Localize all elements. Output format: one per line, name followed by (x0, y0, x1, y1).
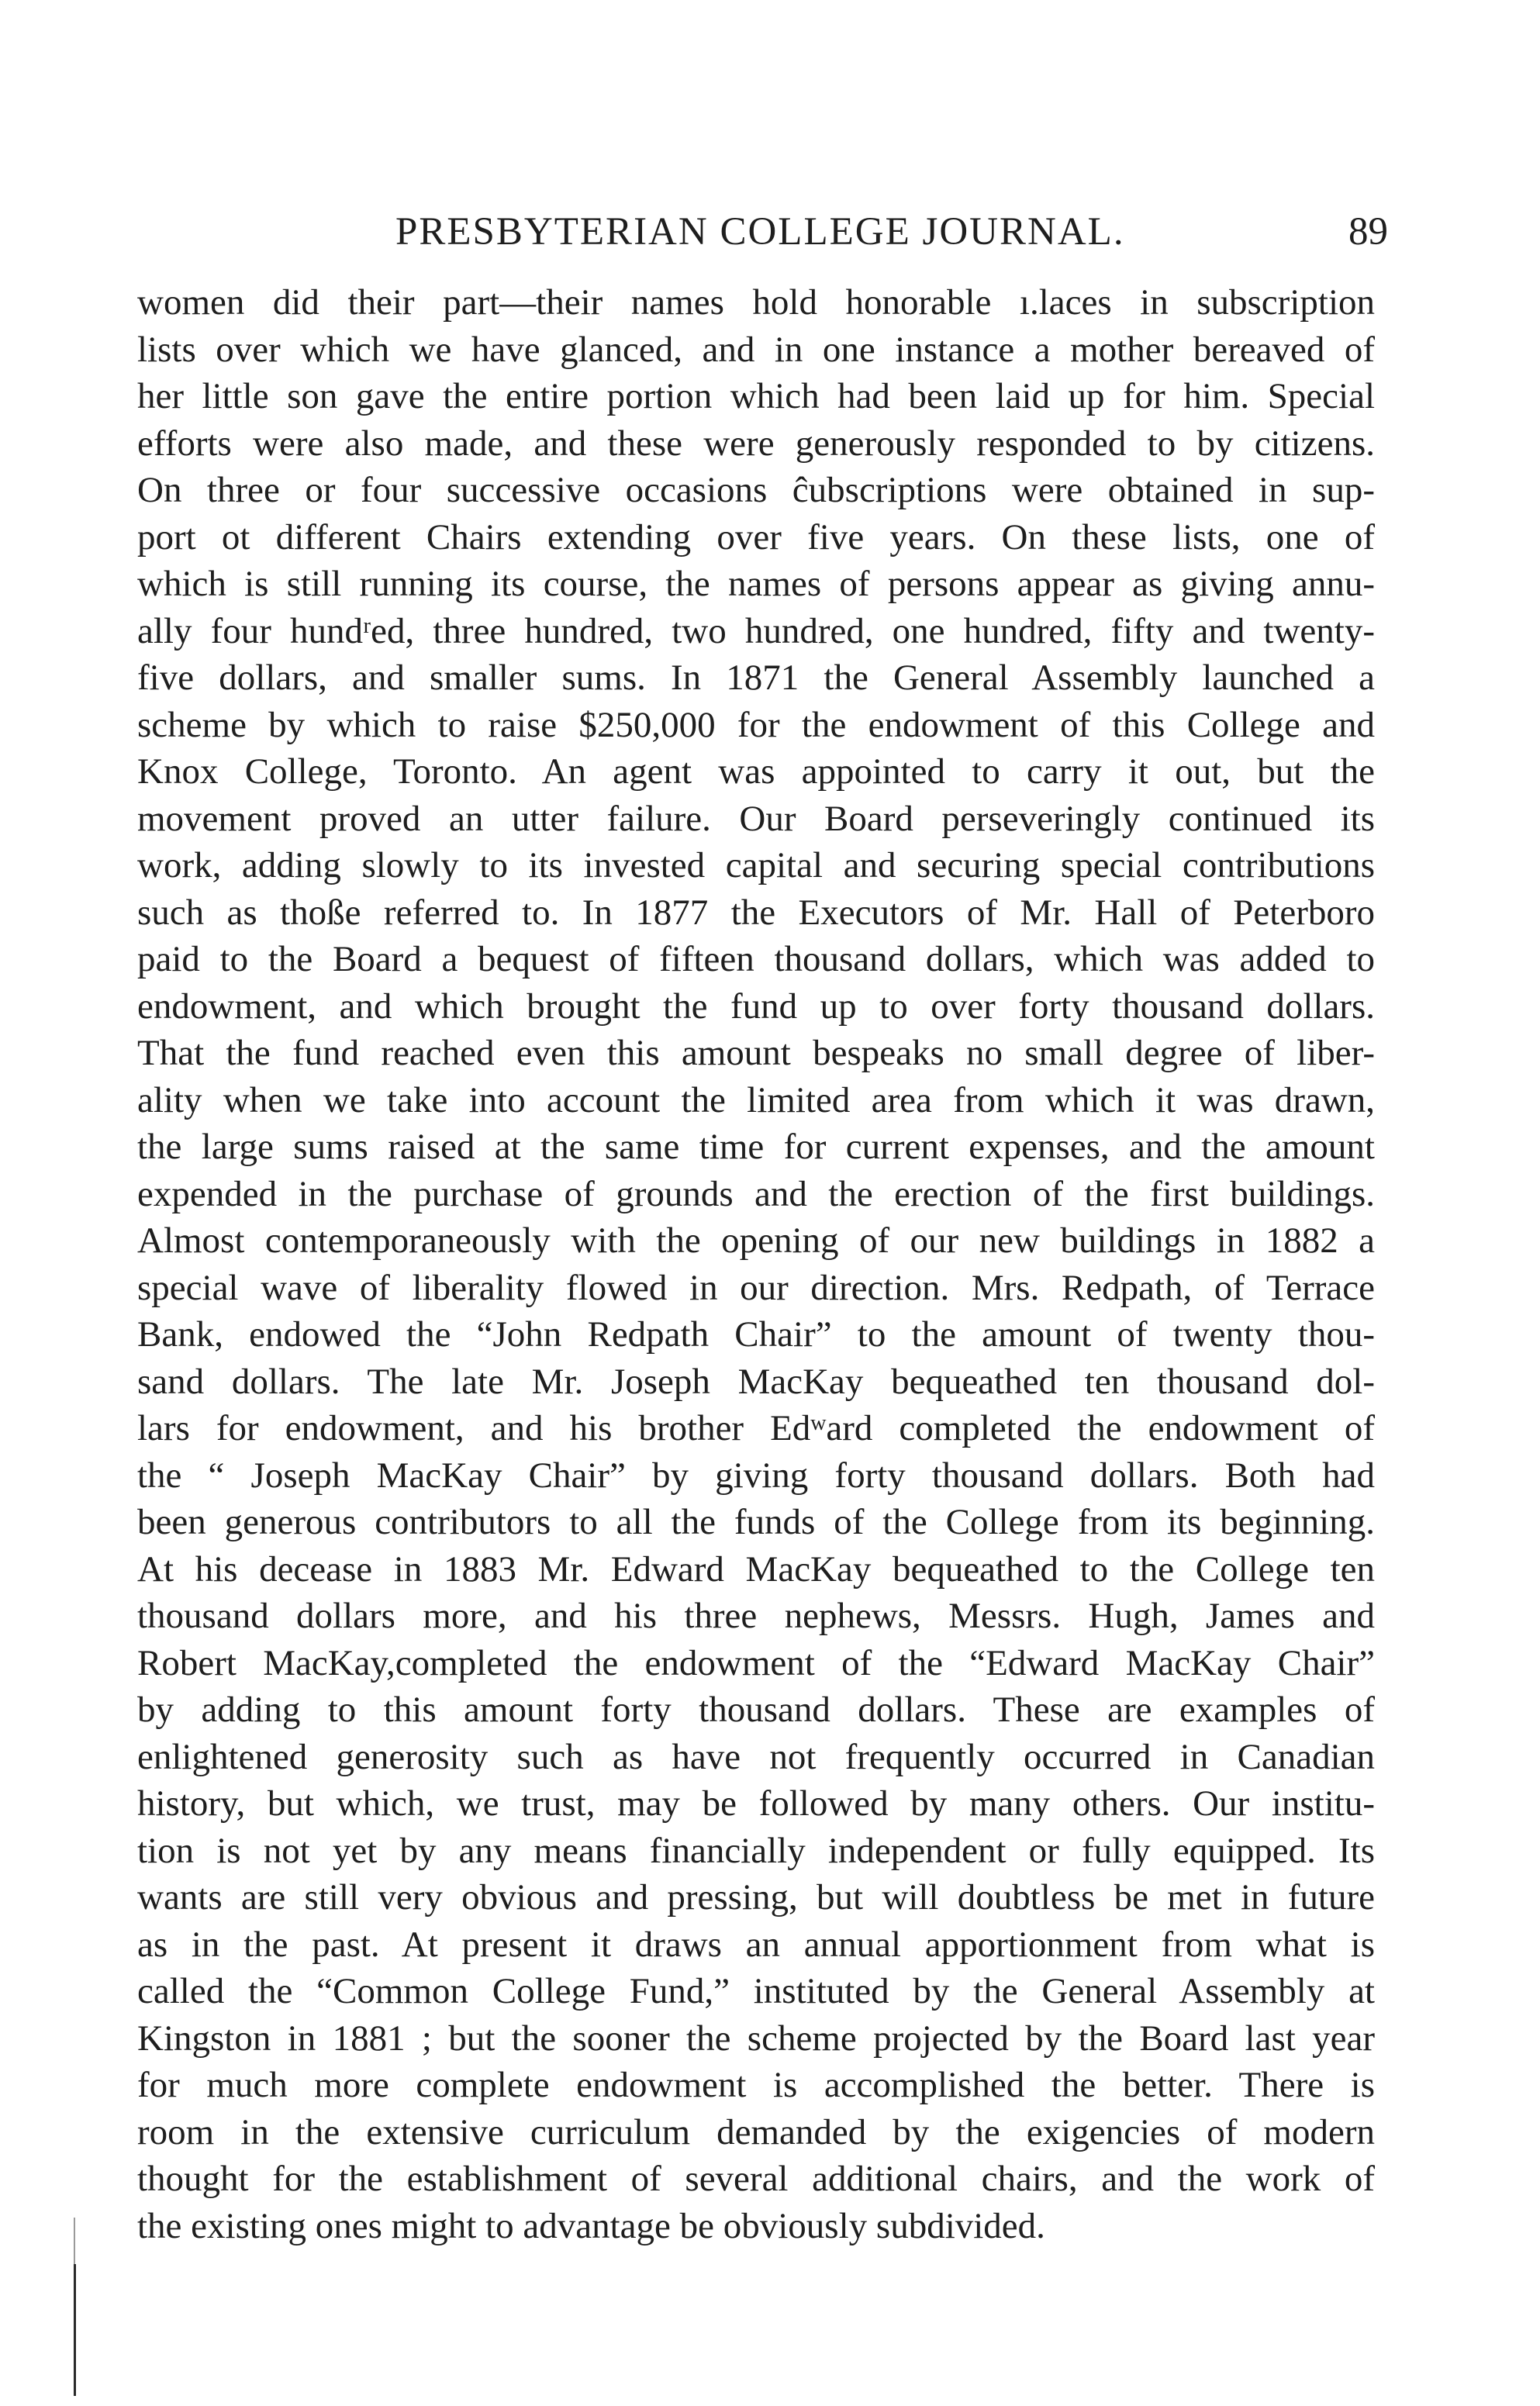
scan-margin-mark-faint (74, 2218, 75, 2264)
text-line: such as thoße referred to. In 1877 the Executors of Mr. Hall of Peterboro (137, 892, 1375, 933)
text-line: tion is not yet by any means financially independent or fully equipped. Its (137, 1830, 1375, 1871)
text-line: which is still running its course, the names of persons appear as giving annu- (137, 564, 1375, 604)
page-header (178, 209, 1388, 271)
text-line: endowment, and which brought the fund up to over forty thousand dollars. (137, 986, 1375, 1027)
text-line: At his decease in 1883 Mr. Edward MacKay bequeathed to the College ten (137, 1548, 1375, 1590)
text-line: wants are still very obvious and pressing, but will doubtless be met in future (137, 1877, 1375, 1918)
text-line: five dollars, and smaller sums. In 1871 the General Assembly launched a (137, 658, 1375, 698)
text-line: lars for endowment, and his brother Edʷard completed the endowment of (137, 1408, 1375, 1448)
text-line: scheme by which to raise $250,000 for the endowment of this College and (137, 704, 1375, 745)
text-line-last: the existing ones might to advantage be obviously subdivided. (137, 2205, 1045, 2246)
text-line: called the “Common College Fund,” instituted by the General Assembly at (137, 1971, 1375, 2011)
text-line: Robert MacKay,completed the endowment of the “Edward MacKay Chair” (137, 1642, 1375, 1683)
text-line: thought for the establishment of several additional chairs, and the work of (137, 2159, 1375, 2199)
text-line: Knox College, Toronto. An agent was appointed to carry it out, but the (137, 751, 1375, 792)
text-line: history, but which, we trust, may be followed by many others. Our institu- (137, 1783, 1375, 1824)
text-line: work, adding slowly to its invested capital and securing special contributions (137, 845, 1375, 885)
text-line: special wave of liberality flowed in our direction. Mrs. Redpath, of Terrace (137, 1267, 1375, 1308)
text-line: expended in the purchase of grounds and the erection of the first buildings. (137, 1173, 1375, 1214)
text-line: ally four hundʳed, three hundred, two hundred, one hundred, fifty and twenty- (137, 610, 1375, 651)
text-line: enlightened generosity such as have not frequently occurred in Canadian (137, 1736, 1375, 1777)
text-line: movement proved an utter failure. Our Board perseveringly continued its (137, 798, 1375, 839)
page-number: 89 (1348, 210, 1388, 254)
text-line: Kingston in 1881 ; but the sooner the scheme projected by the Board last year (137, 2018, 1375, 2059)
text-line: as in the past. At present it draws an annual apportionment from what is (137, 1924, 1375, 1965)
text-line: room in the extensive curriculum demanded by the exigencies of modern (137, 2111, 1375, 2152)
text-line: thousand dollars more, and his three nephews, Messrs. Hugh, James and (137, 1596, 1375, 1636)
text-line: That the fund reached even this amount bespeaks no small degree of liber- (137, 1033, 1375, 1073)
text-line: paid to the Board a bequest of fifteen thousand dollars, which was added to (137, 939, 1375, 979)
text-line: her little son gave the entire portion which had been laid up for him. Special (137, 376, 1375, 416)
text-line: the “ Joseph MacKay Chair” by giving forty thousand dollars. Both had (137, 1455, 1375, 1496)
text-line: Almost contemporaneously with the opening of our new buildings in 1882 a (137, 1220, 1375, 1261)
text-line: by adding to this amount forty thousand dollars. These are examples of (137, 1690, 1375, 1730)
text-line: efforts were also made, and these were generously responded to by citizens. (137, 423, 1375, 464)
text-line: for much more complete endowment is accomplished the better. There is (137, 2065, 1375, 2105)
text-line: been generous contributors to all the funds of the College from its beginning. (137, 1502, 1375, 1542)
text-line: lists over which we have glanced, and in one instance a mother bereaved of (137, 329, 1375, 370)
text-line: ality when we take into account the limited area from which it was drawn, (137, 1079, 1375, 1120)
text-line: sand dollars. The late Mr. Joseph MacKay bequeathed ten thousand dol- (137, 1361, 1375, 1402)
text-line: Bank, endowed the “John Redpath Chair” to the amount of twenty thou- (137, 1314, 1375, 1355)
text-line: port ot different Chairs extending over five years. On these lists, one of (137, 516, 1375, 557)
body-paragraph (137, 279, 1375, 2249)
scan-margin-mark (74, 2264, 76, 2396)
running-head: PRESBYTERIAN COLLEGE JOURNAL. (395, 210, 1125, 254)
text-line: women did their part—their names hold honorable ı.laces in subscription (137, 282, 1375, 323)
text-line: the large sums raised at the same time for current expenses, and the amount (137, 1127, 1375, 1167)
text-line: On three or four successive occasions ĉubscriptions were obtained in sup- (137, 470, 1375, 510)
